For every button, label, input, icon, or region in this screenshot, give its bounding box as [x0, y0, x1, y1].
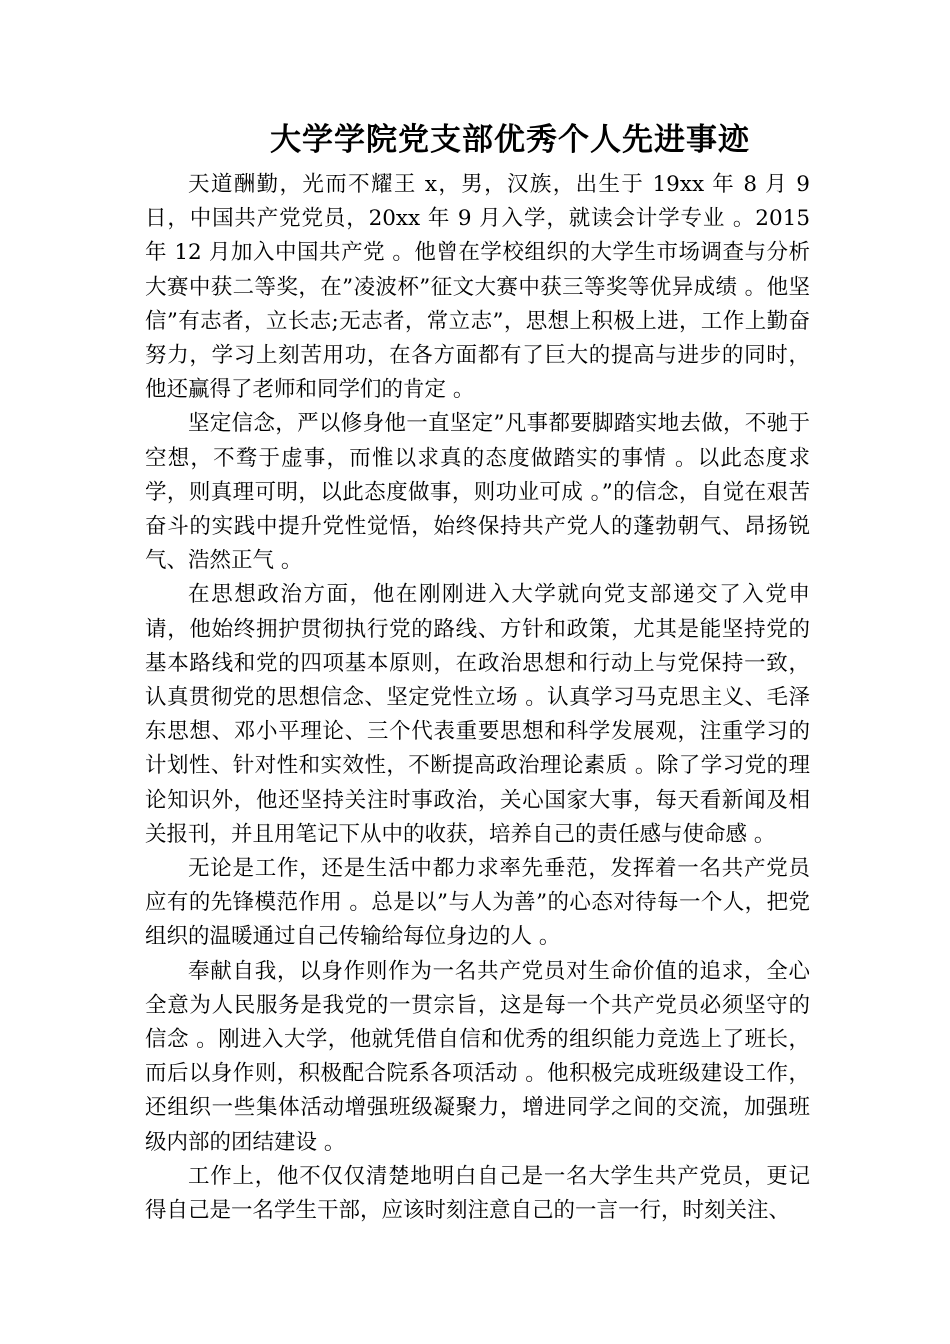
document-title: 大学学院党支部优秀个人先进事迹: [270, 122, 750, 158]
paragraph-4: 无论是工作，还是生活中都力求率先垂范，发挥着一名共产党员应有的先锋模范作用 。总是以”与人为善”的心态对待每一个人，把党组织的温暖通过自己传输给每位身边的人 。: [145, 856, 810, 950]
document-body: [145, 168, 810, 1228]
paragraph-3: 在思想政治方面，他在刚刚进入大学就向党支部递交了入党申请，他始终拥护贯彻执行党的路线、方针和政策，尤其是能坚持党的基本路线和党的四项基本原则，在政治思想和行动上与党保持一致，认真贯彻党的思想信念、坚定党性立场 。认真学习马克思主义、毛泽东思想、邓小平理论、三个代表重要思想和科学发展观，注重学习的计划性、针对性和实效性，不断提高政治理论素质 。除了学习党的理论知识外，他还坚持关注时事政治，关心国家大事，每天看新闻及相关报刊，并且用笔记下从中的收获，培养自己的责任感与使命感 。: [145, 582, 810, 847]
paragraph-5: 奉献自我，以身作则作为一名共产党员对生命价值的追求，全心全意为人民服务是我党的一贯宗旨，这是每一个共产党员必须坚守的信念 。刚进入大学，他就凭借自信和优秀的组织能力竞选上了班长，而后以身作则，积极配合院系各项活动 。他积极完成班级建设工作，还组织一些集体活动增强班级凝聚力，增进同学之间的交流，加强班级内部的团结建设 。: [145, 958, 810, 1155]
paragraph-1: 天道酬勤，光而不耀王 x，男，汉族，出生于 19xx 年 8 月 9 日，中国共产党党员，20xx 年 9 月入学，就读会计学专业 。2015 年 12 月加入中国共产党 。他曾在学校组织的大学生市场调查与分析大赛中获二等奖，在”凌波杯”征文大赛中获三等奖等优异成绩 。他坚信”有志者，立长志;无志者，常立志”，思想上积极上进，工作上勤奋努力，学习上刻苦用功，在各方面都有了巨大的提高与进步的同时，他还赢得了老师和同学们的肯定 。: [145, 172, 810, 403]
paragraph-2: 坚定信念，严以修身他一直坚定”凡事都要脚踏实地去做，不驰于空想，不骛于虚事，而惟以求真的态度做踏实的事情 。以此态度求学，则真理可明，以此态度做事，则功业可成 。”的信念，自觉在艰苦奋斗的实践中提升党性觉悟，始终保持共产党人的蓬勃朝气、昂扬锐气、浩然正气 。: [145, 411, 810, 574]
paragraph-6: 工作上，他不仅仅清楚地明白自己是一名大学生共产党员，更记得自己是一名学生干部，应该时刻注意自己的一言一行，时刻关注、: [145, 1163, 810, 1224]
